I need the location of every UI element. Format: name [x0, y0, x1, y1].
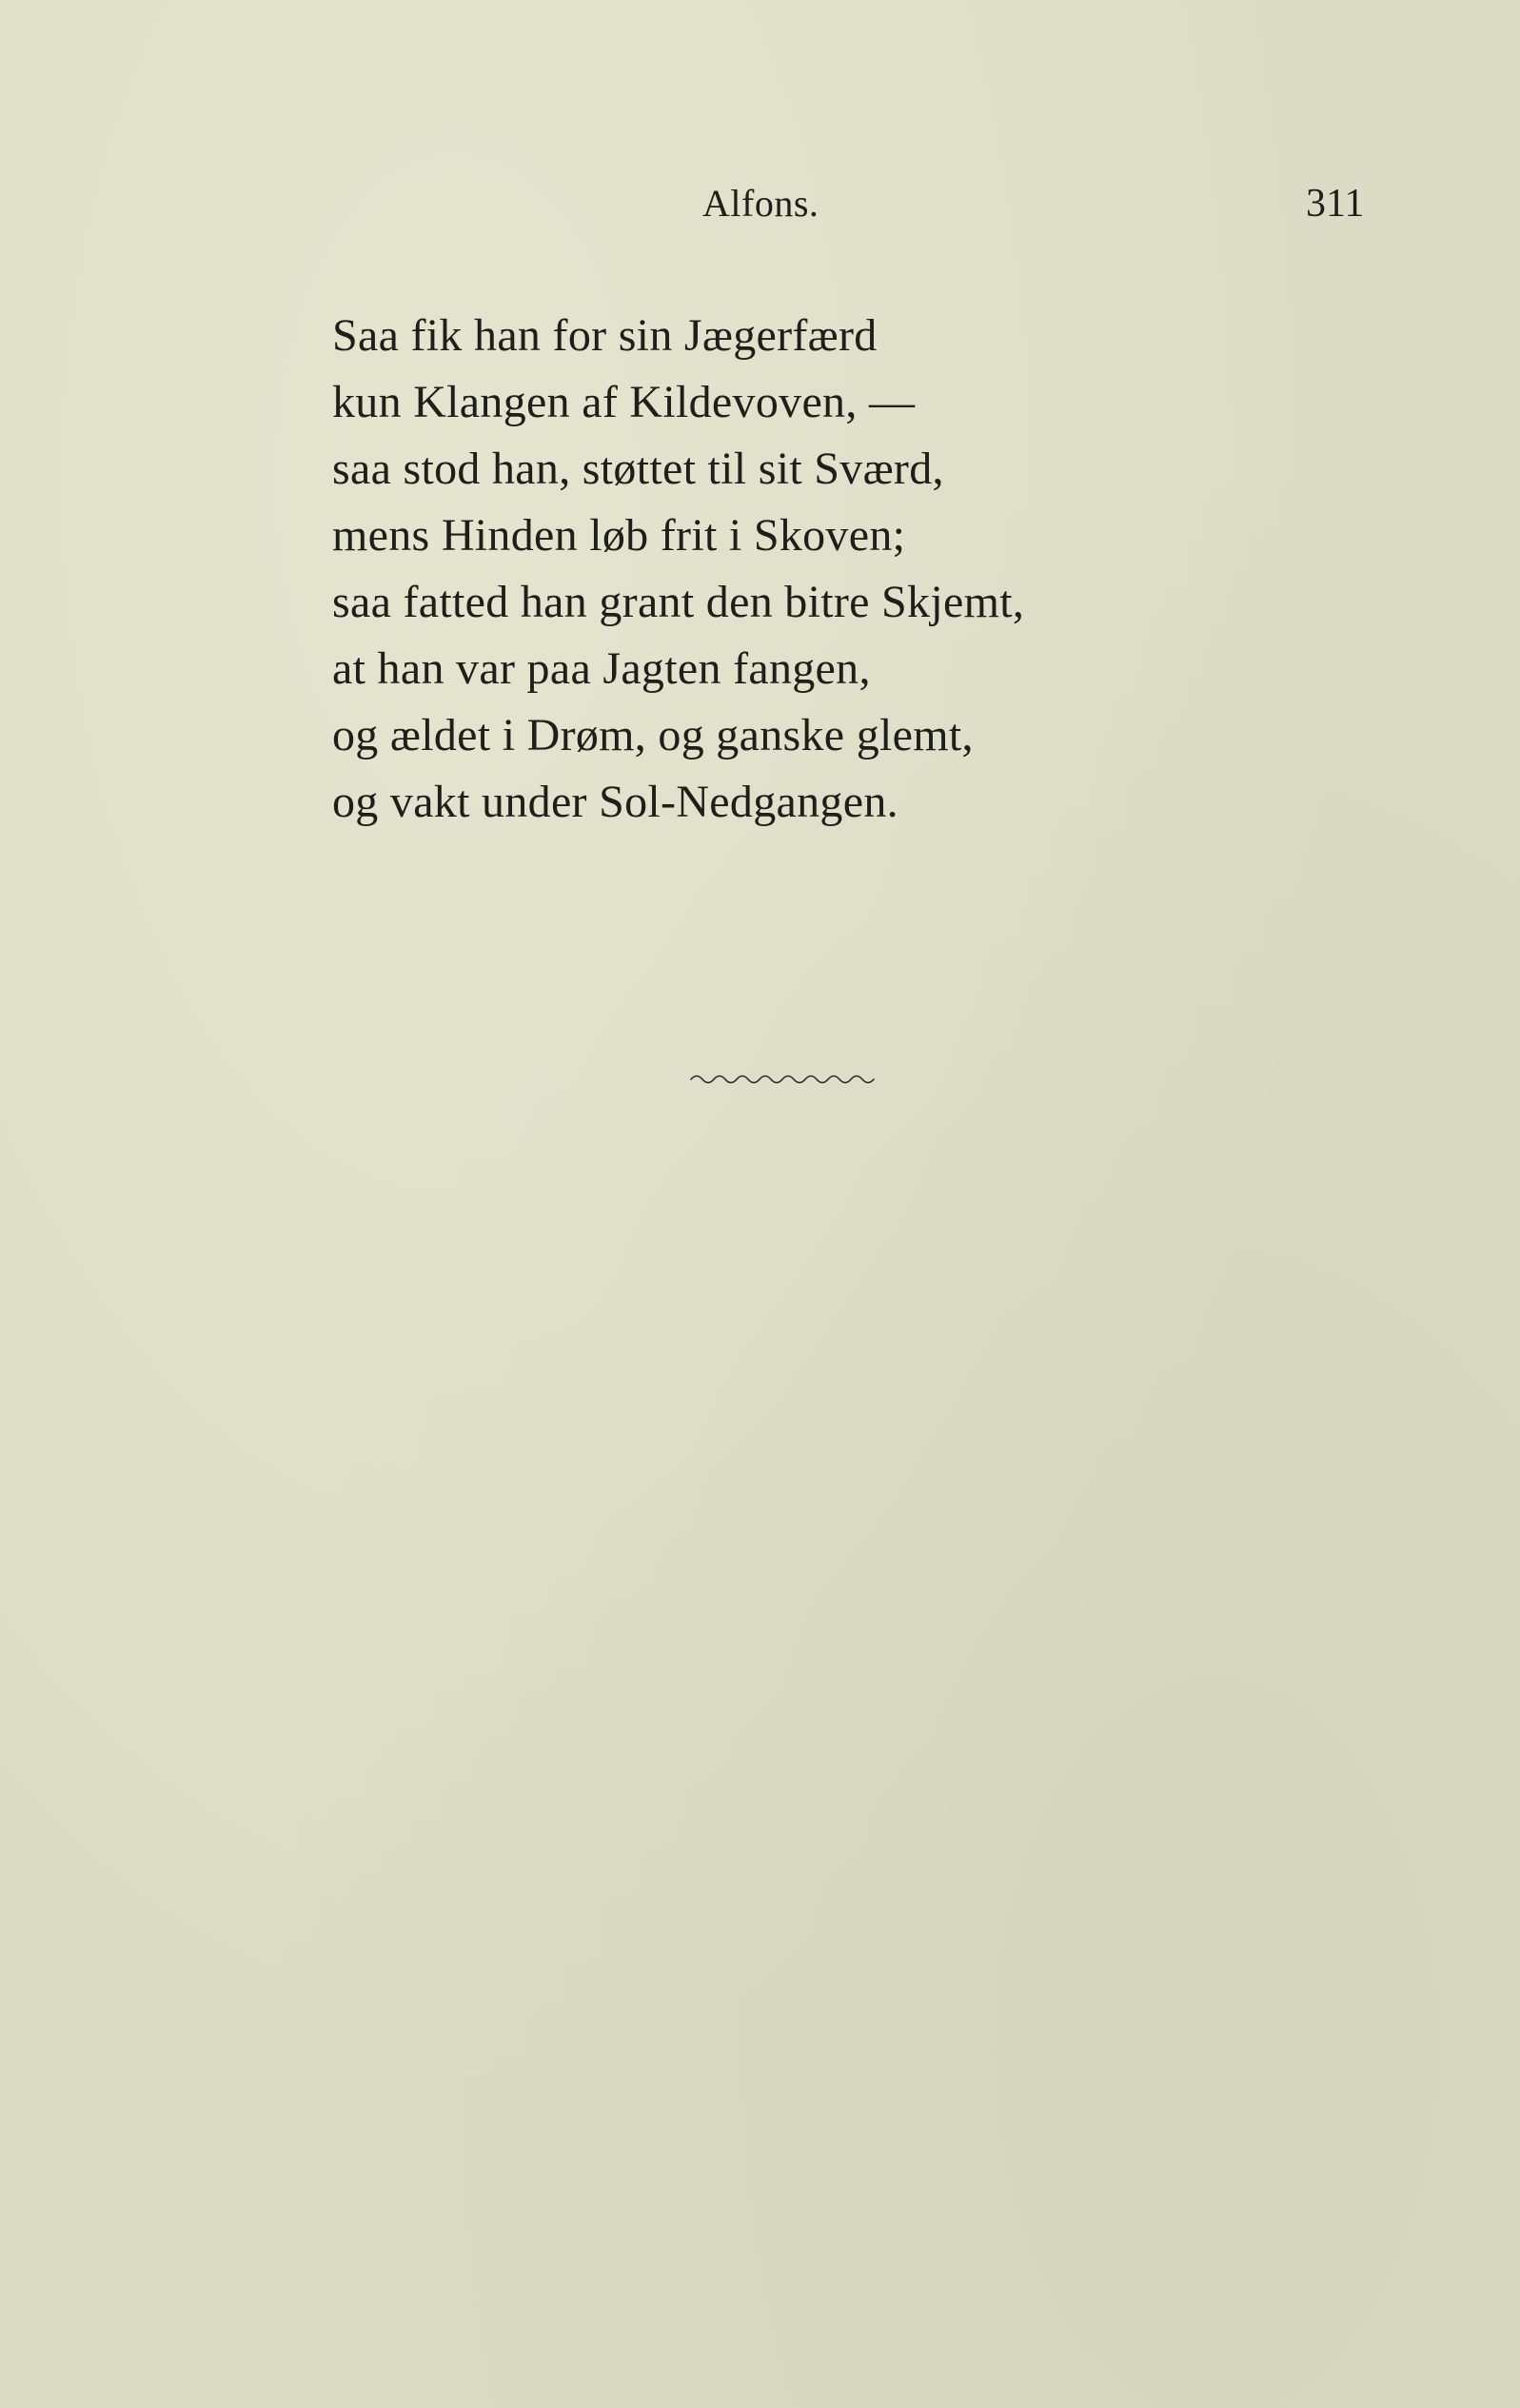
- poem-line: saa stod han, støttet til sit Sværd,: [332, 444, 944, 494]
- poem-line: at han var paa Jagten fangen,: [332, 643, 871, 694]
- page-number: 311: [1306, 182, 1365, 226]
- poem-line: Saa fik han for sin Jægerfærd: [332, 310, 878, 361]
- poem-line: kun Klangen af Kildevoven, —: [332, 377, 916, 427]
- running-head-title: Alfons.: [702, 182, 819, 225]
- poem-line: saa fatted han grant den bitre Skjemt,: [332, 577, 1025, 627]
- poem-stanza: [332, 303, 1024, 836]
- wavy-line-divider-icon: [687, 1068, 878, 1087]
- poem-line: og ældet i Drøm, og ganske glemt,: [332, 710, 974, 760]
- poem-line: og vakt under Sol-Nedgangen.: [332, 777, 898, 827]
- poem-line: mens Hinden løb frit i Skoven;: [332, 510, 906, 561]
